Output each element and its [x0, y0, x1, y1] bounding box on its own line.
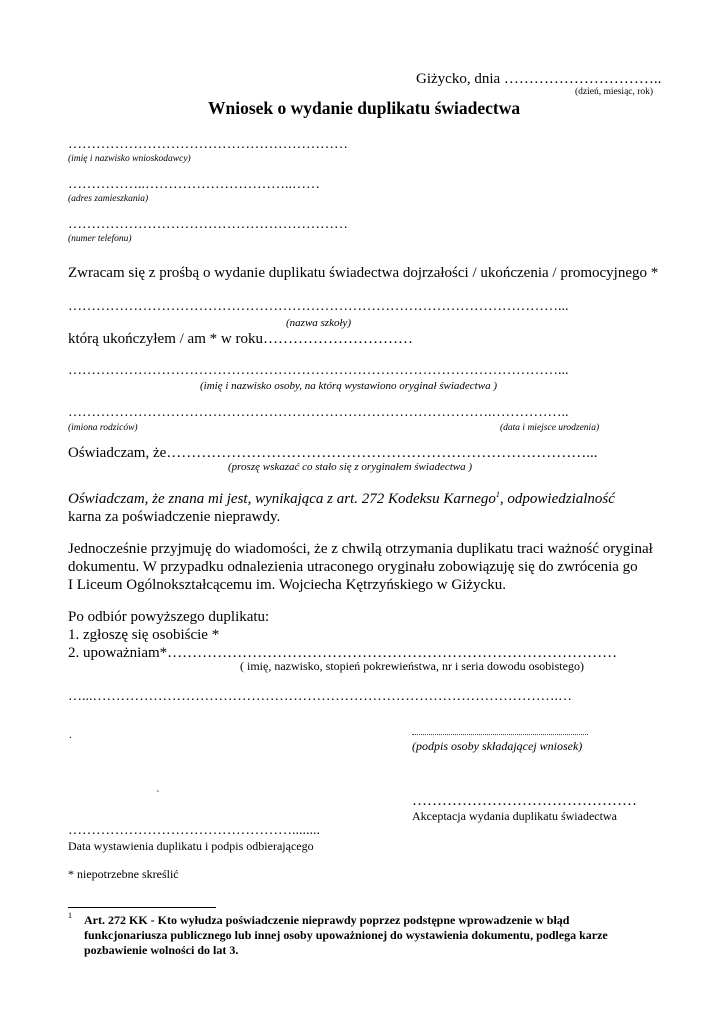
document-title: Wniosek o wydanie duplikatu świadectwa	[208, 98, 521, 118]
applicant-address-field[interactable]: ……………..…………………………..……	[68, 177, 320, 192]
school-name-field[interactable]: ……………………………………………………………………………………………...	[68, 299, 569, 314]
applicant-name-field[interactable]: ……………………………………………………	[68, 137, 348, 152]
declaration-hint: (proszę wskazać co stało się z oryginałem świadectwa )	[228, 461, 473, 473]
date-hint: (dzień, miesiąc, rok)	[575, 87, 654, 97]
request-text: Zwracam się z prośbą o wydanie duplikatu świadectwa dojrzałości / ukończenia / promocyjnego *	[68, 265, 659, 281]
notice-line2: dokumentu. W przypadku odnalezienia utraconego oryginału zobowiązuję się do zwrócenia go	[68, 559, 638, 575]
applicant-phone-field[interactable]: ……………………………………………………	[68, 217, 348, 232]
applicant-name-hint: (imię i nazwisko wnioskodawcy)	[68, 154, 191, 164]
footnote-separator	[68, 907, 216, 908]
acceptance-signature-field[interactable]: ………………………………………	[412, 793, 637, 809]
place-date-line[interactable]: Giżycko, dnia …………………………..	[416, 71, 662, 87]
pickup-heading: Po odbiór powyższego duplikatu:	[68, 609, 270, 625]
applicant-address-hint: (adres zamieszkania)	[68, 194, 149, 204]
stray-tick: `	[156, 789, 160, 801]
unnecessary-strike-note: * niepotrzebne skreślić	[68, 867, 179, 881]
parents-names-hint: (imiona rodziców)	[68, 423, 138, 433]
authorized-person-continuation-field[interactable]: …...……………………………………………………………………………………….…	[68, 689, 572, 704]
applicant-signature-hint: (podpis osoby składającej wniosek)	[412, 739, 583, 753]
pickup-option-authorize[interactable]: 2. upoważniam*………………………………………………………………………………	[68, 645, 618, 661]
authorized-person-hint: ( imię, nazwisko, stopień pokrewieństwa, nr i seria dowodu osobistego)	[240, 659, 584, 673]
graduation-year-field[interactable]: którą ukończyłem / am * w roku…………………………	[68, 331, 413, 347]
footnote-line3: pozbawienie wolności do lat 3.	[84, 943, 239, 957]
applicant-phone-hint: (numer telefonu)	[68, 234, 132, 244]
footnote-ref: 1	[495, 490, 500, 499]
applicant-signature-line[interactable]	[412, 734, 588, 735]
legal-statement-line2: karna za poświadczenie nieprawdy.	[68, 509, 281, 525]
acceptance-label: Akceptacja wydania duplikatu świadectwa	[412, 809, 617, 823]
birth-date-place-hint: (data i miejsce urodzenia)	[500, 423, 600, 433]
receiver-signature-field[interactable]: …………………………………………........	[68, 823, 320, 838]
certificate-owner-field[interactable]: ……………………………………………………………………………………………...	[68, 363, 569, 378]
certificate-owner-hint: (imię i nazwisko osoby, na którą wystawiono oryginał świadectwa )	[200, 380, 497, 392]
notice-line3: I Liceum Ogólnokształcącemu im. Wojciecha Kętrzyńskiego w Giżycku.	[68, 577, 506, 593]
footnote-line1: Art. 272 KK - Kto wyłudza poświadczenie nieprawdy poprzez podstępne wprowadzenie w błąd	[84, 913, 570, 927]
declaration-field[interactable]: Oświadczam, że…………………………………………………………………………...	[68, 445, 598, 461]
school-name-hint: (nazwa szkoły)	[286, 317, 352, 329]
footnote-line2: funkcjonariusza publicznego lub innej osoby upoważnionej do wystawienia dokumentu, podlega karze	[84, 928, 608, 942]
parents-birth-field[interactable]: ……………………………………………………………………………….……………..	[68, 405, 569, 420]
stray-dot: .	[69, 729, 72, 741]
receiver-label: Data wystawienia duplikatu i podpis odbierającego	[68, 839, 314, 853]
footnote-number: 1	[68, 911, 72, 920]
pickup-option-in-person[interactable]: 1. zgłoszę się osobiście *	[68, 627, 220, 643]
legal-statement-line1: Oświadczam, że znana mi jest, wynikająca z art. 272 Kodeksu Karnego$^1$, odpowiedzialność	[68, 490, 615, 507]
notice-line1: Jednocześnie przyjmuję do wiadomości, że z chwilą otrzymania duplikatu traci ważność oryginał	[68, 541, 653, 557]
